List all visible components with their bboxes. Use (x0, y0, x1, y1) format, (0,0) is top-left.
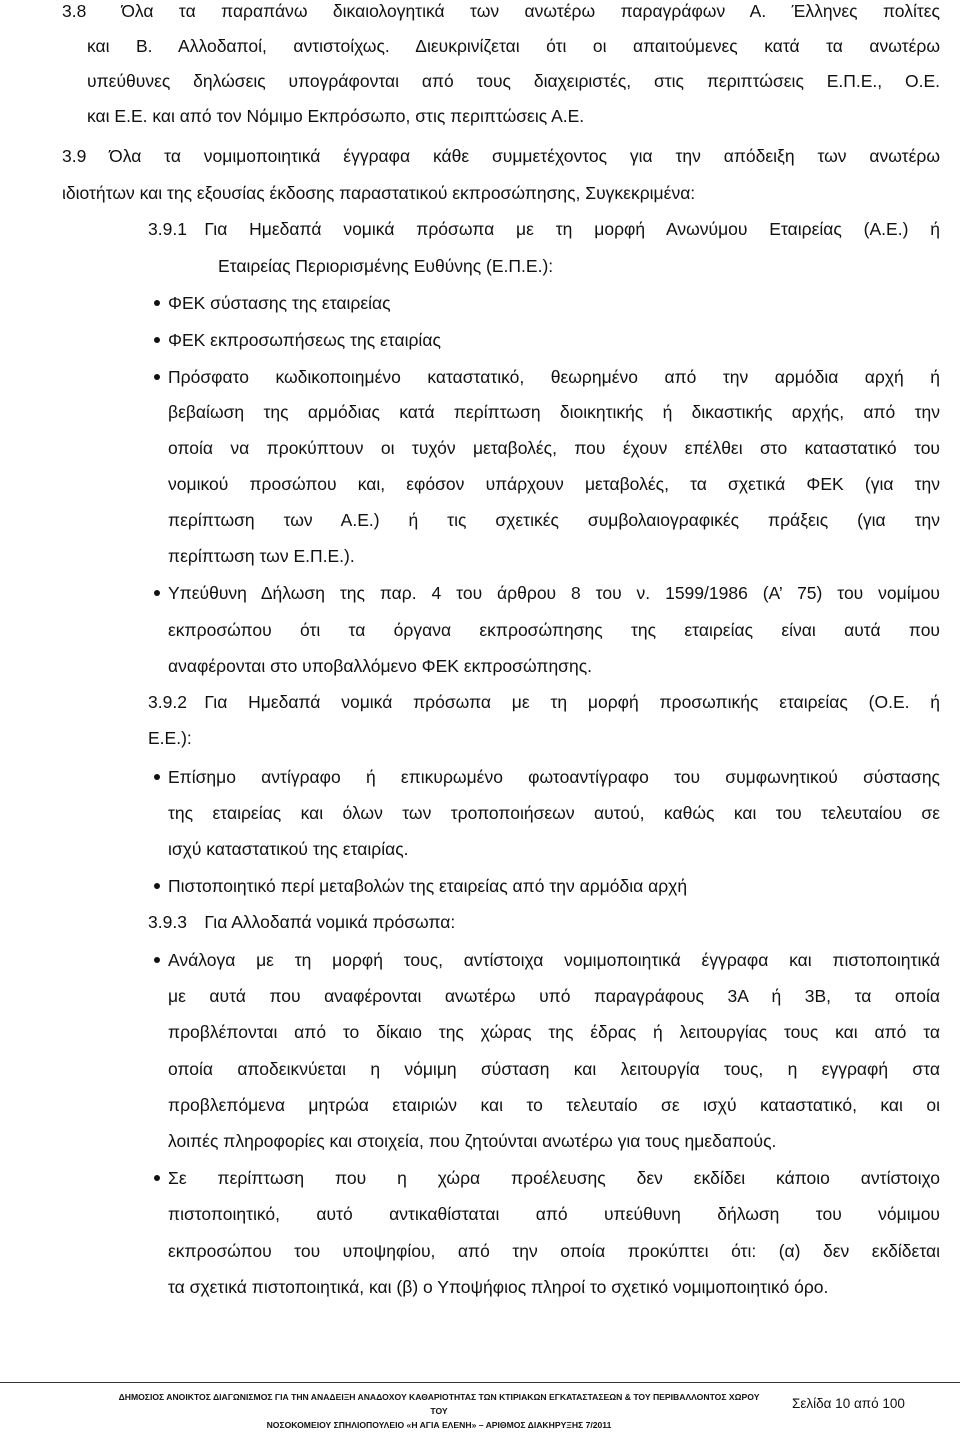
bullet-icon (154, 590, 160, 596)
list-item-cont: ισχύ καταστατικού της εταιρίας. (168, 839, 409, 859)
list-item-cont: τα σχετικά πιστοποιητικά, και (β) ο Υποψήφιος πληροί το σχετικό νομιμοποιητικό όρο. (168, 1277, 829, 1297)
subsection-3-9-1-heading: 3.9.1 Για Ημεδαπά νομικά πρόσωπα με τη μορφή Ανωνύμου Εταιρείας (Α.Ε.) ή (148, 219, 940, 239)
list-item: Πρόσφατο κωδικοποιημένο καταστατικό, θεωρημένο από την αρμόδια αρχή ή (168, 367, 940, 387)
paragraph-3-8-line-2: και Β. Αλλοδαποί, αντιστοίχως. Διευκρινίζεται ότι οι απαιτούμενες κατά τα ανωτέρω (87, 36, 940, 56)
footer-divider (0, 1382, 960, 1383)
list-item-cont: εκπροσώπου του υποψηφίου, από την οποία προκύπτει ότι: (α) δεν εκδίδεται (168, 1241, 940, 1261)
list-item-cont: περίπτωση των Ε.Π.Ε.). (168, 546, 355, 566)
subsection-3-9-2-heading-cont: Ε.Ε.): (148, 728, 192, 748)
bullet-icon (154, 374, 160, 380)
footer-title-line-1: ΔΗΜΟΣΙΟΣ ΑΝΟΙΚΤΟΣ ΔΙΑΓΩΝΙΣΜΟΣ ΓΙΑ ΤΗΝ ΑΝΑΔΕΙΞΗ ΑΝΑΔΟΧΟΥ ΚΑΘΑΡΙΟΤΗΤΑΣ ΤΩΝ ΚΤΙΡΙΑΚΩΝ ΕΓΚΑΤΑΣΤΑΣΕΩΝ & ΤΟΥ ΠΕΡΙΒΑΛΛΟΝΤΟΣ ΧΩΡΟΥ ΤΟΥ (118, 1392, 760, 1416)
list-item-cont: εκπροσώπου ότι τα όργανα εκπροσώπησης της εταιρείας είναι αυτά που (168, 620, 940, 640)
paragraph-3-9-line-2: ιδιοτήτων και της εξουσίας έκδοσης παραστατικού εκπροσώπησης, Συγκεκριμένα: (62, 183, 696, 203)
bullet-icon (154, 300, 160, 306)
footer-title (118, 1390, 760, 1432)
list-item-cont: της εταιρείας και όλων των τροποποιήσεων αυτού, καθώς και του τελευταίου σε (168, 803, 940, 823)
subsection-3-9-3-heading: 3.9.3 Για Αλλοδαπά νομικά πρόσωπα: (148, 912, 456, 932)
list-item-cont: με αυτά που αναφέρονται ανωτέρω υπό παραγράφους 3Α ή 3Β, τα οποία (168, 986, 940, 1006)
list-item-cont: προβλέπονται από το δίκαιο της χώρας της έδρας ή λειτουργίας τους και από τα (168, 1022, 940, 1042)
list-item: Ανάλογα με τη μορφή τους, αντίστοιχα νομιμοποιητικά έγγραφα και πιστοποιητικά (168, 950, 940, 970)
paragraph-3-8-line-1: 3.8 Όλα τα παραπάνω δικαιολογητικά των ανωτέρω παραγράφων Α. Έλληνες πολίτες (62, 1, 940, 21)
list-item: Υπεύθυνη Δήλωση της παρ. 4 του άρθρου 8 του ν. 1599/1986 (Α’ 75) του νομίμου (168, 583, 940, 603)
list-item-cont: πιστοποιητικό, αυτό αντικαθίσταται από υπεύθυνη δήλωση του νόμιμου (168, 1204, 940, 1224)
list-item-cont: οποία αποδεικνύεται η νόμιμη σύσταση και λειτουργία τους, η εγγραφή στα (168, 1059, 940, 1079)
list-item-cont: βεβαίωση της αρμόδιας κατά περίπτωση διοικητικής ή δικαστικής αρχής, από την (168, 402, 940, 422)
list-item-cont: οποία να προκύπτουν οι τυχόν μεταβολές, που έχουν επέλθει στο καταστατικό του (168, 438, 940, 458)
paragraph-3-8-line-3: υπεύθυνες δηλώσεις υπογράφονται από τους διαχειριστές, στις περιπτώσεις Ε.Π.Ε., Ο.Ε. (87, 71, 940, 91)
list-item: Σε περίπτωση που η χώρα προέλευσης δεν εκδίδει κάποιο αντίστοιχο (168, 1168, 940, 1188)
list-item-cont: αναφέρονται στο υποβαλλόμενο ΦΕΚ εκπροσώπησης. (168, 656, 593, 676)
list-item: Επίσημο αντίγραφο ή επικυρωμένο φωτοαντίγραφο του συμφωνητικού σύστασης (168, 767, 940, 787)
subsection-3-9-1-heading-cont: Εταιρείας Περιορισμένης Ευθύνης (Ε.Π.Ε.): (218, 256, 554, 276)
list-item: ΦΕΚ σύστασης της εταιρείας (168, 293, 391, 313)
bullet-icon (154, 1175, 160, 1181)
list-item: ΦΕΚ εκπροσωπήσεως της εταιρίας (168, 330, 441, 350)
paragraph-3-8-line-4: και Ε.Ε. και από τον Νόμιμο Εκπρόσωπο, στις περιπτώσεις Α.Ε. (87, 106, 585, 126)
page-number: Σελίδα 10 από 100 (792, 1396, 905, 1411)
paragraph-3-9-line-1: 3.9 Όλα τα νομιμοποιητικά έγγραφα κάθε συμμετέχοντος για την απόδειξη των ανωτέρω (62, 146, 940, 166)
bullet-icon (154, 957, 160, 963)
list-item-cont: νομικού προσώπου και, εφόσον υπάρχουν μεταβολές, τα σχετικά ΦΕΚ (για την (168, 474, 940, 494)
subsection-3-9-2-heading: 3.9.2 Για Ημεδαπά νομικά πρόσωπα με τη μορφή προσωπικής εταιρείας (Ο.Ε. ή (148, 692, 940, 712)
list-item-cont: λοιπές πληροφορίες και στοιχεία, που ζητούνται ανωτέρω για τους ημεδαπούς. (168, 1131, 777, 1151)
bullet-icon (154, 774, 160, 780)
footer-title-line-2: ΝΟΣΟΚΟΜΕΙΟΥ ΣΠΗΛΙΟΠΟΥΛΕΙΟ «Η ΑΓΙΑ ΕΛΕΝΗ» – ΑΡΙΘΜΟΣ ΔΙΑΚΗΡΥΞΗΣ 7/2011 (266, 1420, 612, 1430)
list-item-cont: προβλεπόμενα μητρώα εταιριών και το τελευταίο σε ισχύ καταστατικό, και οι (168, 1095, 940, 1115)
bullet-icon (154, 337, 160, 343)
list-item-cont: περίπτωση των Α.Ε.) ή τις σχετικές συμβολαιογραφικές πράξεις (για την (168, 510, 940, 530)
bullet-icon (154, 883, 160, 889)
list-item: Πιστοποιητικό περί μεταβολών της εταιρείας από την αρμόδια αρχή (168, 876, 688, 896)
